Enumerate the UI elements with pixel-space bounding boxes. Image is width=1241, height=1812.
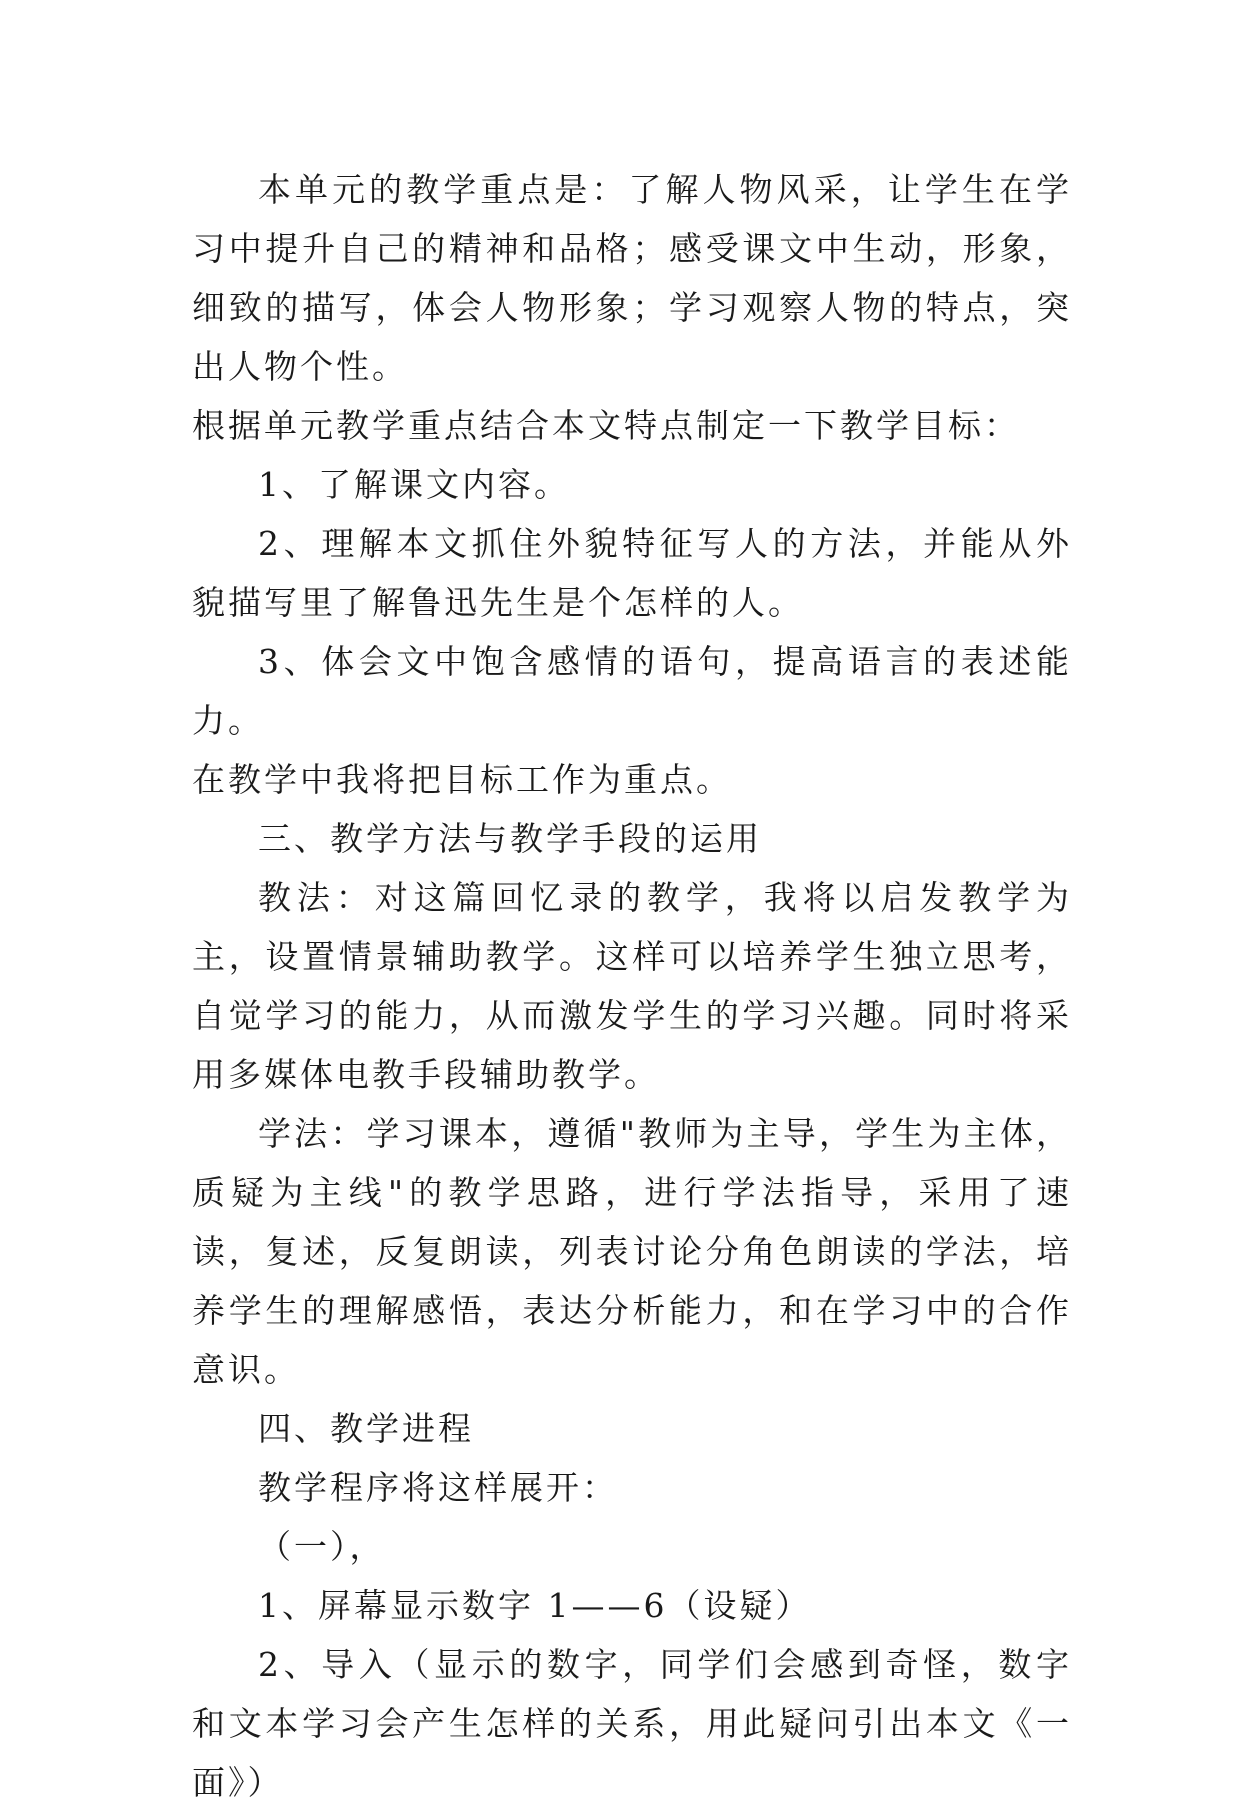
paragraph-objectives-intro: 根据单元教学重点结合本文特点制定一下教学目标： <box>192 406 1020 445</box>
paragraph-objective-2: 2、理解本文抓住外貌特征写人的方法，并能从外貌描写里了解鲁迅先生是个怎样的人。 <box>192 524 1072 622</box>
paragraph-process-intro: 教学程序将这样展开： <box>258 1468 618 1507</box>
subsection-heading-1: （一）， <box>258 1527 386 1566</box>
section-heading-process: 四、教学进程 <box>258 1409 474 1448</box>
paragraph-teaching-focus: 本单元的教学重点是：了解人物风采，让学生在学习中提升自己的精神和品格；感受课文中生动，形象，细致的描写，体会人物形象；学习观察人物的特点，突出人物个性。 <box>192 170 1072 386</box>
paragraph-step-2: 2、导入（显示的数字，同学们会感到奇怪，数字和文本学习会产生怎样的关系，用此疑问引出本文《一面》） <box>192 1645 1072 1802</box>
document-page <box>192 160 1072 1812</box>
paragraph-learning-method: 学法：学习课本，遵循"教师为主导，学生为主体，质疑为主线"的教学思路，进行学法指导，采用了速读，复述，反复朗读，列表讨论分角色朗读的学法，培养学生的理解感悟，表达分析能力，和在学习中的合作意识。 <box>192 1114 1072 1389</box>
paragraph-objective-1: 1、了解课文内容。 <box>258 465 570 504</box>
paragraph-objective-priority: 在教学中我将把目标工作为重点。 <box>192 760 732 799</box>
section-heading-methods: 三、教学方法与教学手段的运用 <box>258 819 762 858</box>
paragraph-objective-3: 3、体会文中饱含感情的语句，提高语言的表述能力。 <box>192 642 1072 740</box>
paragraph-step-1: 1、屏幕显示数字 1——6（设疑） <box>258 1586 812 1625</box>
paragraph-teaching-method: 教法：对这篇回忆录的教学，我将以启发教学为主，设置情景辅助教学。这样可以培养学生独立思考，自觉学习的能力，从而激发学生的学习兴趣。同时将采用多媒体电教手段辅助教学。 <box>192 878 1072 1094</box>
